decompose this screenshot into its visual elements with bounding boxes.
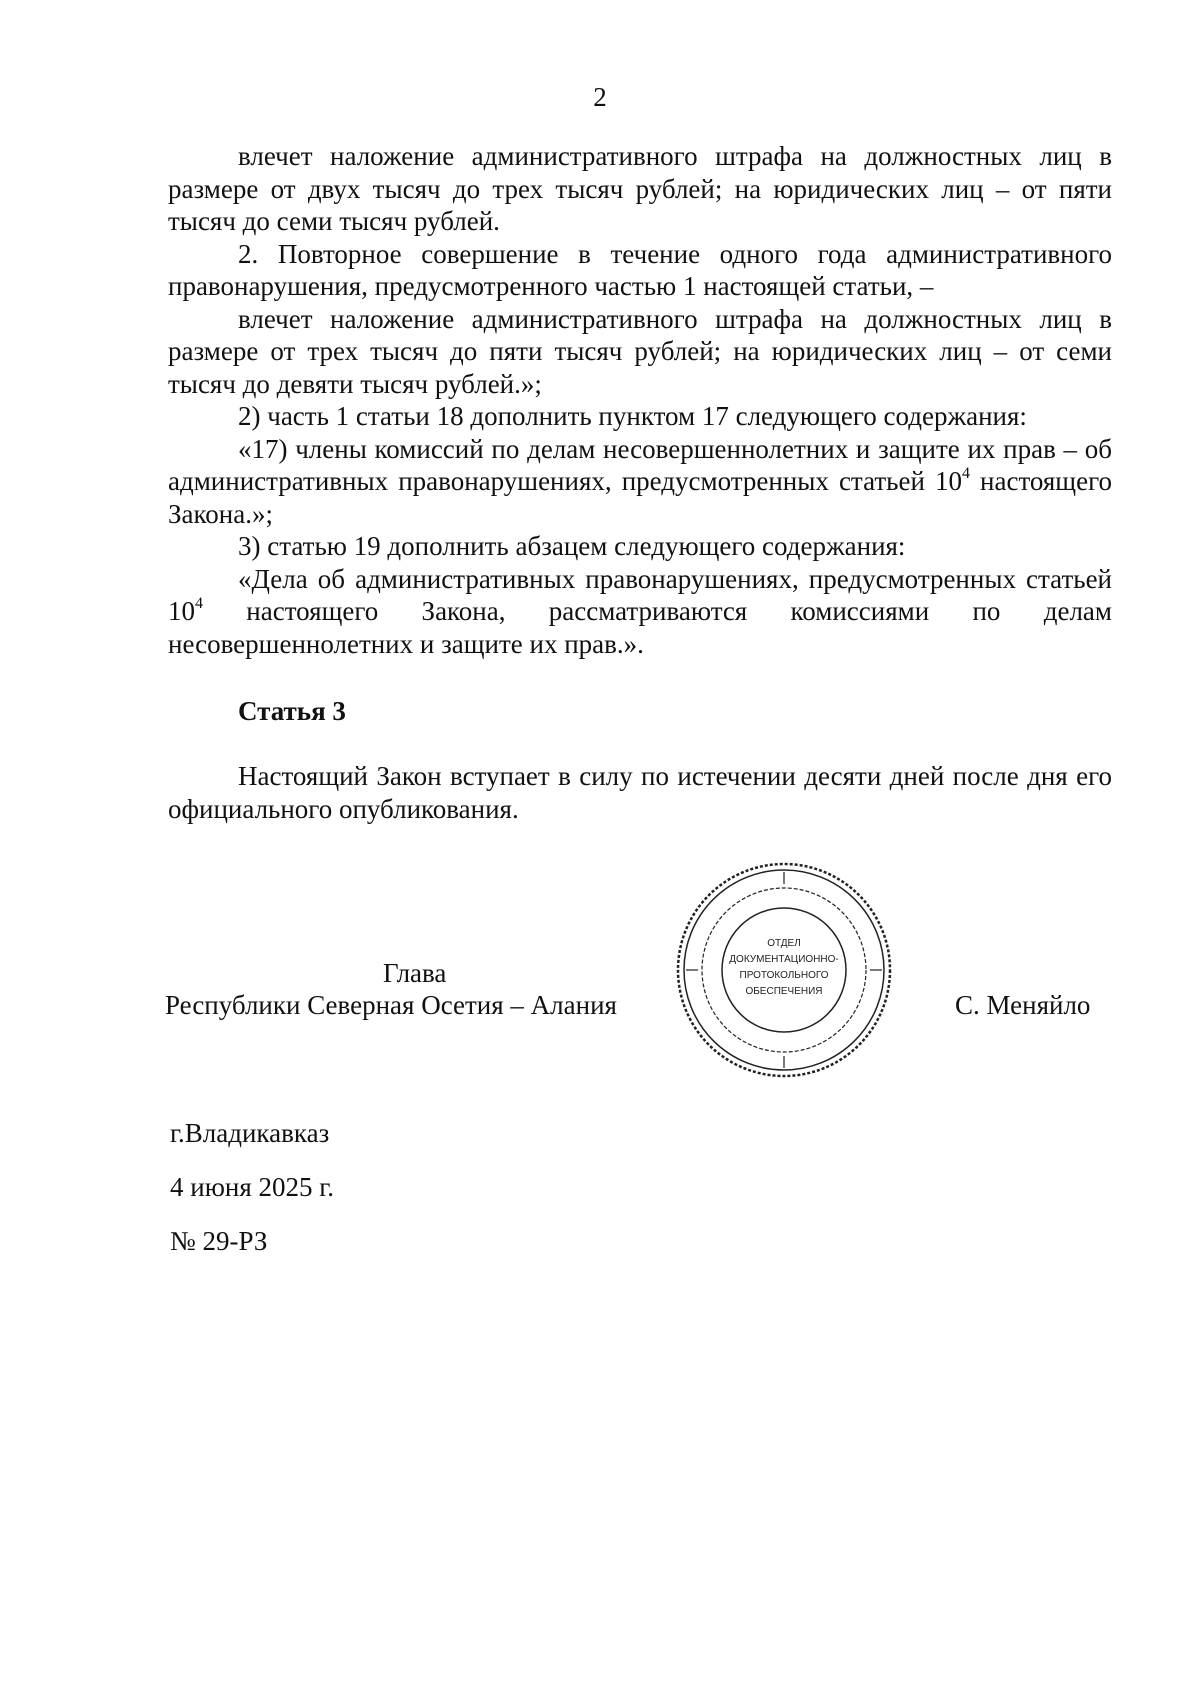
paragraph: 2. Повторное совершение в течение одного года административного правонарушения, предусмотренного частью 1 настоящей статьи, –	[168, 238, 1112, 301]
paragraph-text: настоящего Закона.»;	[168, 466, 1112, 529]
paragraph: Настоящий Закон вступает в силу по истечении десяти дней после дня его официального опубликования.	[168, 761, 1112, 824]
body-text	[168, 140, 1112, 660]
paragraph: влечет наложение административного штрафа на должностных лиц в размере от двух тысяч до трех тысяч рублей; на юридических лиц – от пяти тысяч до семи тысяч рублей.	[168, 141, 1112, 236]
closing-text	[168, 760, 1112, 825]
paragraph-text: настоящего Закона, рассматриваются комиссиями по делам несовершеннолетних и защите их прав.».	[168, 596, 1112, 659]
paragraph-text: «17) члены комиссий по делам несовершеннолетних и защите их прав – об административных правонарушениях, предусмотренных статьей 10	[168, 433, 1112, 496]
paragraph: влечет наложение административного штрафа на должностных лиц в размере от трех тысяч до пяти тысяч рублей; на юридических лиц – от семи тысяч до девяти тысяч рублей.»;	[168, 303, 1112, 399]
meta-number: № 29-РЗ	[170, 1226, 268, 1256]
superscript: 4	[195, 595, 203, 612]
meta-city: г.Владикавказ	[170, 1118, 330, 1148]
seal-line: ПРОТОКОЛЬНОГО	[739, 970, 829, 981]
superscript: 4	[961, 465, 970, 482]
paragraph	[168, 563, 1112, 661]
official-seal	[672, 858, 896, 1082]
meta-date: 4 июня 2025 г.	[170, 1172, 335, 1202]
seal-line: ОТДЕЛ	[767, 938, 801, 949]
signature-name: С. Меняйло	[955, 990, 1091, 1020]
signature-region: Республики Северная Осетия – Алания	[165, 990, 617, 1020]
seal-line: ДОКУМЕНТАЦИОННО-	[729, 954, 839, 965]
signature-title: Глава	[383, 958, 447, 988]
article-heading: Статья 3	[238, 696, 346, 726]
paragraph: 2) часть 1 статьи 18 дополнить пунктом 17 следующего содержания:	[238, 401, 1027, 431]
seal-line: ОБЕСПЕЧЕНИЯ	[745, 986, 823, 997]
paragraph	[168, 433, 1112, 531]
paragraph-text: «Дела об административных правонарушениях, предусмотренных статьей 10	[168, 563, 1112, 626]
paragraph: 3) статью 19 дополнить абзацем следующего содержания:	[238, 531, 906, 561]
page-number: 2	[593, 82, 607, 112]
